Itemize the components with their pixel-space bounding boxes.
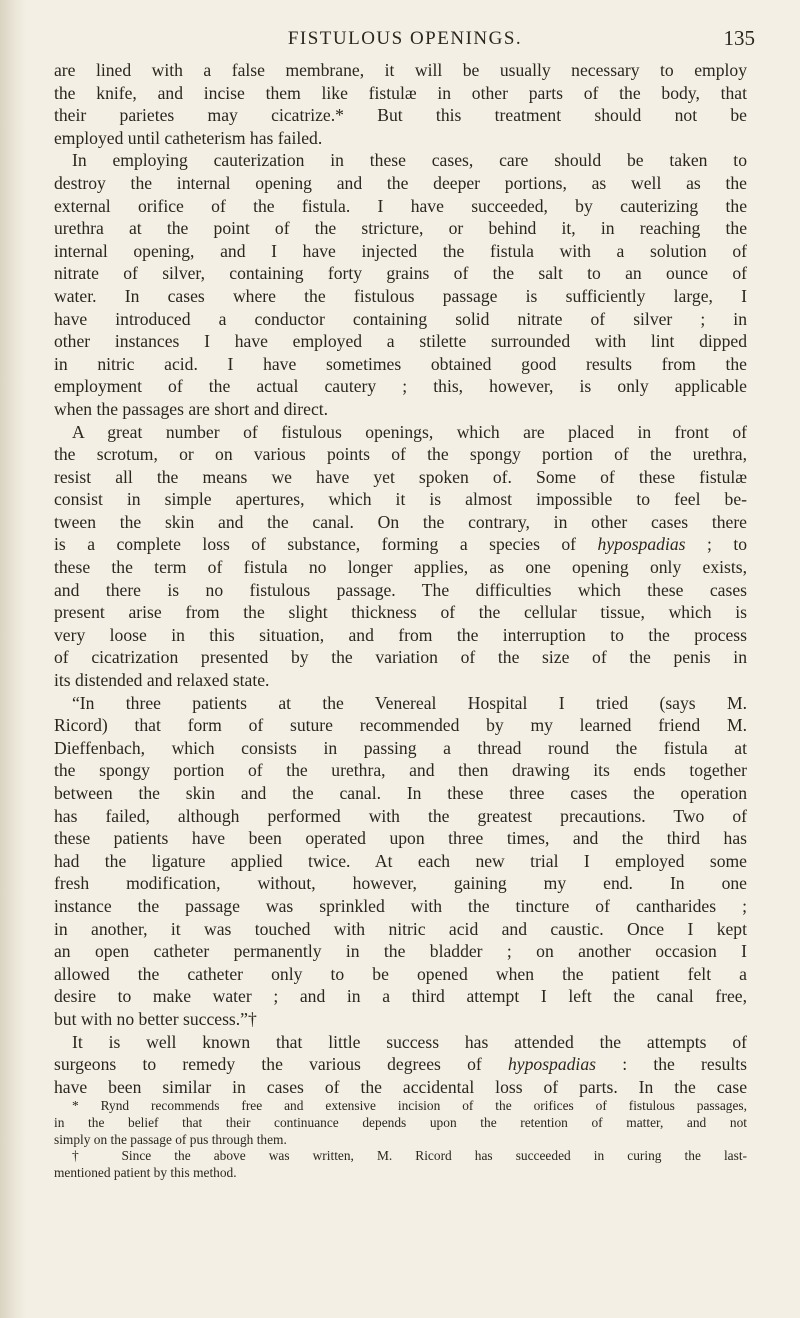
text-line: these patients have been operated upon three times, and the third has bbox=[54, 828, 747, 849]
text-line: the knife, and incise them like fistulæ in other parts of the body, that bbox=[54, 82, 747, 103]
running-head bbox=[55, 22, 755, 52]
text-line: other instances I have employed a stilette surrounded with lint dipped bbox=[54, 331, 747, 352]
text-line: has failed, although performed with the greatest precautions. Two of bbox=[54, 805, 747, 826]
text-line: when the passages are short and direct. bbox=[54, 398, 329, 419]
text-line: consist in simple apertures, which it is almost impossible to feel be- bbox=[54, 489, 747, 510]
text-line: instance the passage was sprinkled with the tincture of cantharides ; bbox=[54, 895, 747, 916]
text-line: employment of the actual cautery ; this, however, is only applicable bbox=[54, 376, 747, 397]
text-line: external orifice of the fistula. I have succeeded, by cauterizing the bbox=[54, 195, 747, 216]
text-line: their parietes may cicatrize.* But this treatment should not be bbox=[54, 105, 747, 126]
body-text bbox=[54, 59, 747, 1098]
text-line: nitrate of silver, containing forty grains of the salt to an ounce of bbox=[54, 263, 747, 284]
page-number: 135 bbox=[723, 26, 755, 50]
text-line: present arise from the slight thickness of the cellular tissue, which is bbox=[54, 602, 747, 623]
text-line: of cicatrization presented by the variation of the size of the penis in bbox=[54, 647, 747, 668]
text-line: had the ligature applied twice. At each new trial I employed some bbox=[54, 850, 747, 871]
footnote-line: mentioned patient by this method. bbox=[54, 1165, 237, 1181]
text-line: desire to make water ; and in a third attempt I left the canal free, bbox=[54, 986, 747, 1007]
text-line: but with no better success.”† bbox=[54, 1008, 257, 1029]
text-line: surgeons to remedy the various degrees of hypospadias : the results bbox=[54, 1054, 747, 1075]
page-gutter-shadow bbox=[0, 0, 26, 1318]
text-line: its distended and relaxed state. bbox=[54, 670, 270, 691]
text-line: It is well known that little success has attended the attempts of bbox=[72, 1031, 747, 1052]
text-line: resist all the means we have yet spoken of. Some of these fistulæ bbox=[54, 466, 747, 487]
footnote-line: simply on the passage of pus through them. bbox=[54, 1131, 287, 1147]
text-line: these the term of fistula no longer applies, as one opening only exists, bbox=[54, 557, 747, 578]
text-line: tween the skin and the canal. On the contrary, in other cases there bbox=[54, 511, 747, 532]
footnote-line: * Rynd recommends free and extensive incision of the orifices of fistulous passages, bbox=[72, 1098, 747, 1113]
footnotes bbox=[54, 1098, 747, 1182]
text-line: employed until catheterism has failed. bbox=[54, 127, 323, 148]
text-line: and there is no fistulous passage. The difficulties which these cases bbox=[54, 579, 747, 600]
text-line: are lined with a false membrane, it will be usually necessary to employ bbox=[54, 60, 747, 80]
text-line: in nitric acid. I have sometimes obtained good results from the bbox=[54, 353, 747, 374]
text-line: A great number of fistulous openings, which are placed in front of bbox=[72, 421, 747, 442]
running-title: FISTULOUS OPENINGS. bbox=[287, 28, 523, 49]
text-line: in another, it was touched with nitric acid and caustic. Once I kept bbox=[54, 918, 747, 939]
text-line: the spongy portion of the urethra, and then drawing its ends together bbox=[54, 760, 747, 781]
text-line: fresh modification, without, however, gaining my end. In one bbox=[54, 873, 747, 894]
text-line: have introduced a conductor containing solid nitrate of silver ; in bbox=[54, 308, 747, 329]
text-line: Dieffenbach, which consists in passing a thread round the fistula at bbox=[54, 737, 747, 758]
text-line: water. In cases where the fistulous passage is sufficiently large, I bbox=[54, 285, 747, 306]
text-line: “In three patients at the Venereal Hospital I tried (says M. bbox=[72, 692, 747, 713]
text-line: is a complete loss of substance, forming a species of hypospadias ; to bbox=[54, 534, 747, 555]
text-line: internal opening, and I have injected the fistula with a solution of bbox=[54, 240, 747, 261]
footnote-line: † Since the above was written, M. Ricord has succeeded in curing the last- bbox=[72, 1148, 747, 1164]
text-line: have been similar in cases of the accidental loss of parts. In the case bbox=[54, 1076, 747, 1097]
text-line: between the skin and the canal. In these three cases the operation bbox=[54, 783, 747, 803]
text-line: destroy the internal opening and the deeper portions, as well as the bbox=[54, 172, 747, 193]
text-line: very loose in this situation, and from the interruption to the process bbox=[54, 624, 747, 645]
text-line: Ricord) that form of suture recommended by my learned friend M. bbox=[54, 715, 747, 736]
text-line: urethra at the point of the stricture, or behind it, in reaching the bbox=[54, 218, 747, 239]
text-line: an open catheter permanently in the bladder ; on another occasion I bbox=[54, 941, 747, 962]
footnote-line: in the belief that their continuance depends upon the retention of matter, and not bbox=[54, 1114, 747, 1130]
text-line: the scrotum, or on various points of the spongy portion of the urethra, bbox=[54, 444, 747, 465]
text-line: allowed the catheter only to be opened when the patient felt a bbox=[54, 963, 747, 984]
text-line: In employing cauterization in these cases, care should be taken to bbox=[72, 150, 747, 171]
